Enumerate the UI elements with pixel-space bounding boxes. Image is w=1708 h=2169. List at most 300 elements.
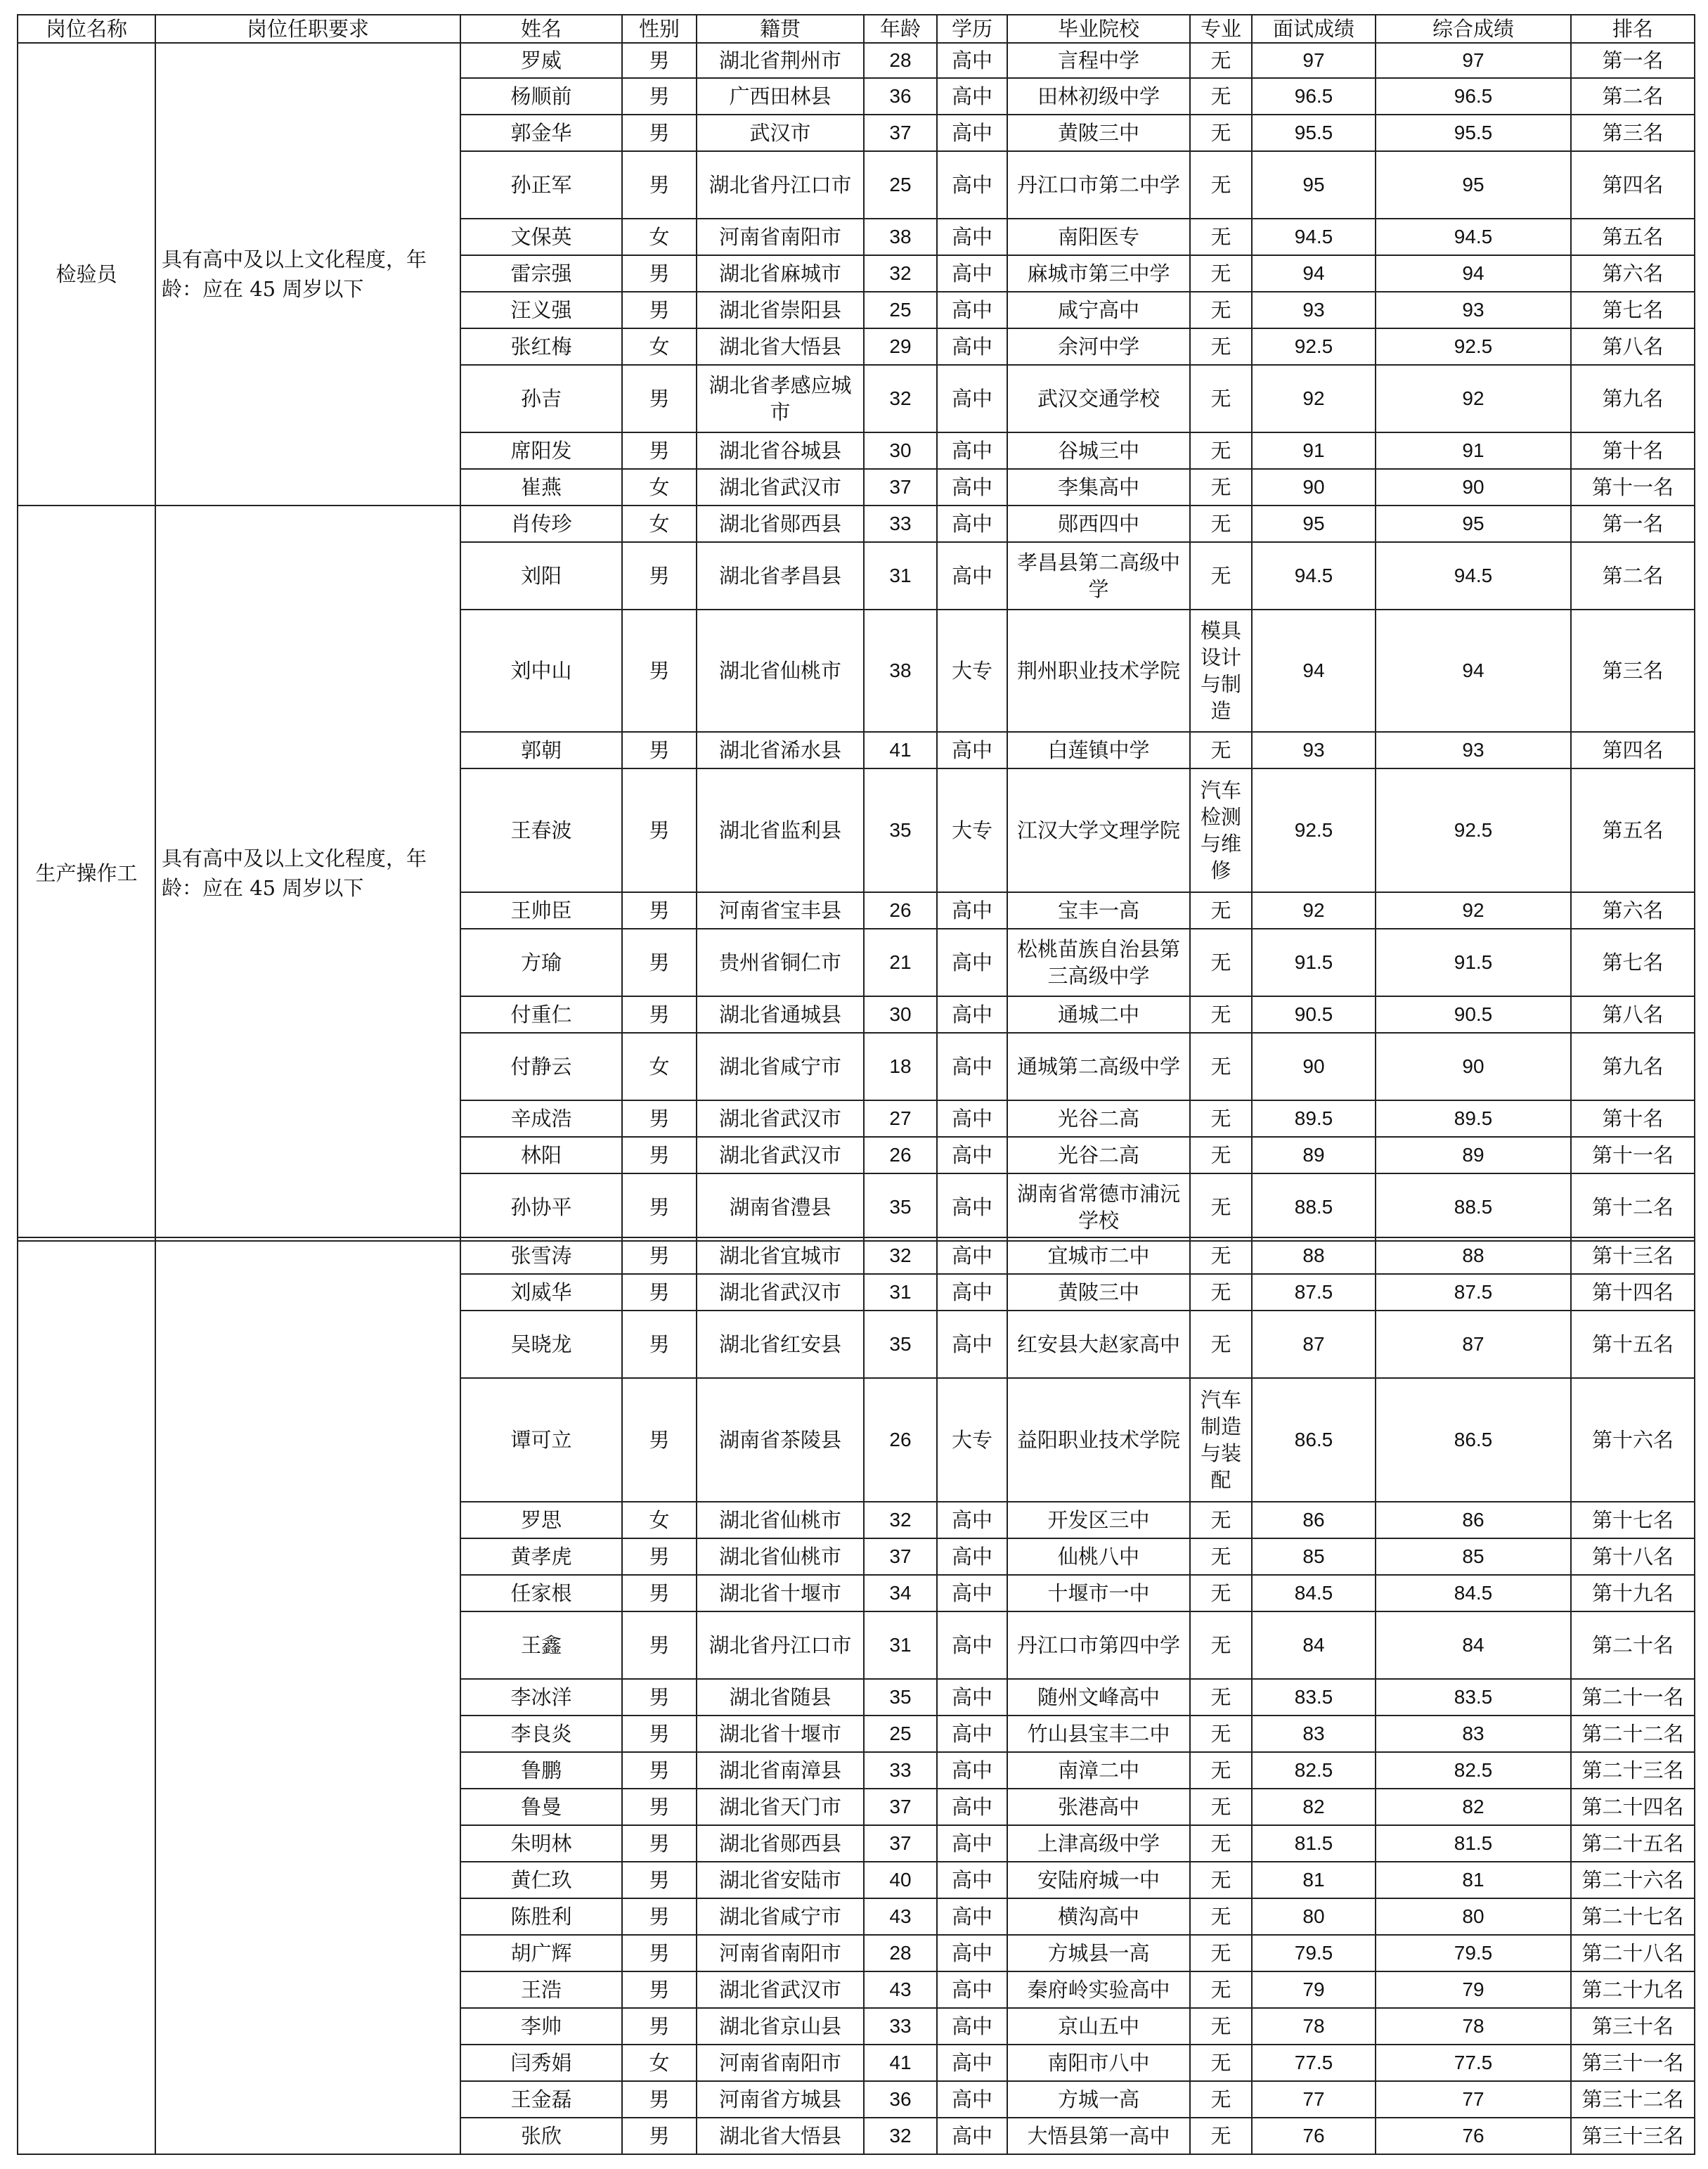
origin-cell: 湖北省监利县 <box>697 768 864 892</box>
name-cell: 辛成浩 <box>460 1100 622 1137</box>
name-cell: 任家根 <box>460 1575 622 1611</box>
name-cell: 张雪涛 <box>460 1237 622 1274</box>
age-cell: 29 <box>864 328 937 365</box>
school-cell: 益阳职业技术学院 <box>1007 1378 1190 1502</box>
interview-cell: 90 <box>1252 1033 1376 1100</box>
total-cell: 97 <box>1376 43 1571 78</box>
gender-cell: 男 <box>622 1971 697 2008</box>
origin-cell: 湖北省武汉市 <box>697 469 864 506</box>
rank-cell: 第三十二名 <box>1571 2081 1695 2118</box>
age-cell: 28 <box>864 1935 937 1971</box>
gender-cell: 男 <box>622 1611 697 1679</box>
total-cell: 92 <box>1376 892 1571 929</box>
interview-cell: 88 <box>1252 1237 1376 1274</box>
edu-cell: 高中 <box>937 732 1007 768</box>
edu-cell: 高中 <box>937 1502 1007 1538</box>
edu-cell: 高中 <box>937 1716 1007 1752</box>
edu-cell: 高中 <box>937 2118 1007 2154</box>
major-cell: 无 <box>1190 732 1252 768</box>
age-cell: 25 <box>864 1716 937 1752</box>
major-cell: 无 <box>1190 1502 1252 1538</box>
name-cell: 肖传珍 <box>460 506 622 542</box>
age-cell: 33 <box>864 2008 937 2045</box>
major-cell: 无 <box>1190 1752 1252 1789</box>
total-cell: 88 <box>1376 1237 1571 1274</box>
header-cell: 学历 <box>937 15 1007 43</box>
interview-cell: 85 <box>1252 1538 1376 1575</box>
age-cell: 37 <box>864 469 937 506</box>
origin-cell: 湖北省武汉市 <box>697 1100 864 1137</box>
name-cell: 付静云 <box>460 1033 622 1100</box>
rank-cell: 第十二名 <box>1571 1173 1695 1241</box>
name-cell: 李帅 <box>460 2008 622 2045</box>
rank-cell: 第十一名 <box>1571 469 1695 506</box>
major-cell: 无 <box>1190 432 1252 469</box>
rank-cell: 第十九名 <box>1571 1575 1695 1611</box>
total-cell: 87 <box>1376 1311 1571 1378</box>
edu-cell: 高中 <box>937 1971 1007 2008</box>
age-cell: 35 <box>864 1173 937 1241</box>
rank-cell: 第六名 <box>1571 255 1695 292</box>
name-cell: 朱明林 <box>460 1825 622 1862</box>
school-cell: 荆州职业技术学院 <box>1007 610 1190 732</box>
edu-cell: 高中 <box>937 328 1007 365</box>
edu-cell: 高中 <box>937 43 1007 78</box>
rank-cell: 第二十四名 <box>1571 1789 1695 1825</box>
age-cell: 18 <box>864 1033 937 1100</box>
origin-cell: 湖北省天门市 <box>697 1789 864 1825</box>
age-cell: 38 <box>864 219 937 255</box>
gender-cell: 男 <box>622 892 697 929</box>
interview-cell: 81.5 <box>1252 1825 1376 1862</box>
rank-cell: 第二名 <box>1571 542 1695 610</box>
total-cell: 93 <box>1376 292 1571 328</box>
interview-cell: 94 <box>1252 610 1376 732</box>
school-cell: 黄陂三中 <box>1007 115 1190 151</box>
origin-cell: 湖北省谷城县 <box>697 432 864 469</box>
edu-cell: 高中 <box>937 996 1007 1033</box>
major-cell: 无 <box>1190 2118 1252 2154</box>
school-cell: 白莲镇中学 <box>1007 732 1190 768</box>
edu-cell: 高中 <box>937 151 1007 219</box>
position-name-cell <box>18 1237 155 2154</box>
origin-cell: 湖北省随县 <box>697 1679 864 1716</box>
origin-cell: 湖北省咸宁市 <box>697 1898 864 1935</box>
edu-cell: 高中 <box>937 1935 1007 1971</box>
age-cell: 32 <box>864 255 937 292</box>
school-cell: 横沟高中 <box>1007 1898 1190 1935</box>
school-cell: 张港高中 <box>1007 1789 1190 1825</box>
origin-cell: 湖北省丹江口市 <box>697 151 864 219</box>
name-cell: 刘威华 <box>460 1274 622 1311</box>
major-cell: 无 <box>1190 1274 1252 1311</box>
major-cell: 无 <box>1190 292 1252 328</box>
major-cell: 无 <box>1190 1611 1252 1679</box>
name-cell: 王春波 <box>460 768 622 892</box>
school-cell: 十堰市一中 <box>1007 1575 1190 1611</box>
interview-cell: 83.5 <box>1252 1679 1376 1716</box>
rank-cell: 第三名 <box>1571 115 1695 151</box>
name-cell: 孙正军 <box>460 151 622 219</box>
age-cell: 26 <box>864 1137 937 1173</box>
rank-cell: 第十一名 <box>1571 1137 1695 1173</box>
name-cell: 李良炎 <box>460 1716 622 1752</box>
origin-cell: 广西田林县 <box>697 78 864 115</box>
name-cell: 鲁曼 <box>460 1789 622 1825</box>
table-row <box>18 506 1695 542</box>
age-cell: 41 <box>864 732 937 768</box>
age-cell: 37 <box>864 1789 937 1825</box>
major-cell: 无 <box>1190 1971 1252 2008</box>
total-cell: 84.5 <box>1376 1575 1571 1611</box>
position-name-cell: 生产操作工 <box>18 506 155 1241</box>
total-cell: 79 <box>1376 1971 1571 2008</box>
rank-cell: 第二十九名 <box>1571 1971 1695 2008</box>
rank-cell: 第二十二名 <box>1571 1716 1695 1752</box>
rank-cell: 第九名 <box>1571 365 1695 432</box>
edu-cell: 高中 <box>937 892 1007 929</box>
rank-cell: 第四名 <box>1571 151 1695 219</box>
major-cell: 无 <box>1190 929 1252 996</box>
gender-cell: 女 <box>622 1502 697 1538</box>
gender-cell: 男 <box>622 1898 697 1935</box>
interview-cell: 92 <box>1252 365 1376 432</box>
age-cell: 38 <box>864 610 937 732</box>
school-cell: 田林初级中学 <box>1007 78 1190 115</box>
origin-cell: 湖北省仙桃市 <box>697 610 864 732</box>
origin-cell: 湖南省澧县 <box>697 1173 864 1241</box>
total-cell: 83 <box>1376 1716 1571 1752</box>
gender-cell: 男 <box>622 929 697 996</box>
age-cell: 32 <box>864 1237 937 1274</box>
major-cell: 无 <box>1190 1825 1252 1862</box>
origin-cell: 湖北省武汉市 <box>697 1971 864 2008</box>
total-cell: 77 <box>1376 2081 1571 2118</box>
origin-cell: 湖北省浠水县 <box>697 732 864 768</box>
name-cell: 雷宗强 <box>460 255 622 292</box>
interview-cell: 84.5 <box>1252 1575 1376 1611</box>
total-cell: 91 <box>1376 432 1571 469</box>
total-cell: 79.5 <box>1376 1935 1571 1971</box>
origin-cell: 河南省方城县 <box>697 2081 864 2118</box>
gender-cell: 男 <box>622 1789 697 1825</box>
gender-cell: 男 <box>622 610 697 732</box>
origin-cell: 湖北省仙桃市 <box>697 1538 864 1575</box>
header-cell: 专业 <box>1190 15 1252 43</box>
edu-cell: 大专 <box>937 1378 1007 1502</box>
origin-cell: 湖北省红安县 <box>697 1311 864 1378</box>
school-cell: 湖南省常德市浦沅学校 <box>1007 1173 1190 1241</box>
school-cell: 仙桃八中 <box>1007 1538 1190 1575</box>
edu-cell: 高中 <box>937 506 1007 542</box>
major-cell: 无 <box>1190 43 1252 78</box>
age-cell: 41 <box>864 2045 937 2081</box>
edu-cell: 高中 <box>937 1789 1007 1825</box>
total-cell: 89.5 <box>1376 1100 1571 1137</box>
major-cell: 模具设计与制造 <box>1190 610 1252 732</box>
header-cell: 性别 <box>622 15 697 43</box>
rank-cell: 第二十六名 <box>1571 1862 1695 1898</box>
gender-cell: 男 <box>622 1862 697 1898</box>
total-cell: 84 <box>1376 1611 1571 1679</box>
interview-cell: 92.5 <box>1252 328 1376 365</box>
major-cell: 无 <box>1190 1237 1252 1274</box>
total-cell: 94.5 <box>1376 542 1571 610</box>
major-cell: 无 <box>1190 1538 1252 1575</box>
header-cell: 面试成绩 <box>1252 15 1376 43</box>
interview-cell: 89.5 <box>1252 1100 1376 1137</box>
edu-cell: 高中 <box>937 1274 1007 1311</box>
header-cell: 姓名 <box>460 15 622 43</box>
edu-cell: 高中 <box>937 1611 1007 1679</box>
major-cell: 无 <box>1190 78 1252 115</box>
name-cell: 孙协平 <box>460 1173 622 1241</box>
major-cell: 无 <box>1190 1898 1252 1935</box>
edu-cell: 高中 <box>937 1862 1007 1898</box>
major-cell: 无 <box>1190 469 1252 506</box>
gender-cell: 男 <box>622 1538 697 1575</box>
rank-cell: 第二十五名 <box>1571 1825 1695 1862</box>
rank-cell: 第五名 <box>1571 219 1695 255</box>
gender-cell: 男 <box>622 151 697 219</box>
name-cell: 刘阳 <box>460 542 622 610</box>
interview-cell: 95 <box>1252 506 1376 542</box>
interview-cell: 90 <box>1252 469 1376 506</box>
name-cell: 付重仁 <box>460 996 622 1033</box>
total-cell: 86.5 <box>1376 1378 1571 1502</box>
age-cell: 28 <box>864 43 937 78</box>
edu-cell: 高中 <box>937 1100 1007 1137</box>
school-cell: 江汉大学文理学院 <box>1007 768 1190 892</box>
total-cell: 95.5 <box>1376 115 1571 151</box>
position-requirement-cell: 具有高中及以上文化程度，年龄：应在 45 周岁以下 <box>155 43 460 506</box>
interview-cell: 94 <box>1252 255 1376 292</box>
edu-cell: 高中 <box>937 1752 1007 1789</box>
gender-cell: 男 <box>622 1378 697 1502</box>
gender-cell: 男 <box>622 2008 697 2045</box>
name-cell: 王鑫 <box>460 1611 622 1679</box>
origin-cell: 湖北省大悟县 <box>697 328 864 365</box>
origin-cell: 湖北省十堰市 <box>697 1716 864 1752</box>
interview-cell: 79.5 <box>1252 1935 1376 1971</box>
table-header <box>18 15 1695 43</box>
gender-cell: 男 <box>622 1237 697 1274</box>
gender-cell: 男 <box>622 432 697 469</box>
rank-cell: 第二十名 <box>1571 1611 1695 1679</box>
rank-cell: 第八名 <box>1571 996 1695 1033</box>
age-cell: 35 <box>864 1679 937 1716</box>
origin-cell: 湖北省武汉市 <box>697 1274 864 1311</box>
header-cell: 岗位任职要求 <box>155 15 460 43</box>
age-cell: 37 <box>864 1825 937 1862</box>
age-cell: 30 <box>864 432 937 469</box>
major-cell: 无 <box>1190 219 1252 255</box>
name-cell: 林阳 <box>460 1137 622 1173</box>
total-cell: 82 <box>1376 1789 1571 1825</box>
name-cell: 文保英 <box>460 219 622 255</box>
header-cell: 年龄 <box>864 15 937 43</box>
school-cell: 宝丰一高 <box>1007 892 1190 929</box>
interview-cell: 82 <box>1252 1789 1376 1825</box>
school-cell: 余河中学 <box>1007 328 1190 365</box>
total-cell: 94 <box>1376 610 1571 732</box>
age-cell: 31 <box>864 542 937 610</box>
origin-cell: 湖北省麻城市 <box>697 255 864 292</box>
rank-cell: 第十四名 <box>1571 1274 1695 1311</box>
edu-cell: 高中 <box>937 469 1007 506</box>
age-cell: 26 <box>864 892 937 929</box>
school-cell: 随州文峰高中 <box>1007 1679 1190 1716</box>
school-cell: 方城一高 <box>1007 2081 1190 2118</box>
rank-cell: 第二名 <box>1571 78 1695 115</box>
school-cell: 竹山县宝丰二中 <box>1007 1716 1190 1752</box>
origin-cell: 湖北省安陆市 <box>697 1862 864 1898</box>
school-cell: 黄陂三中 <box>1007 1274 1190 1311</box>
school-cell: 开发区三中 <box>1007 1502 1190 1538</box>
total-cell: 77.5 <box>1376 2045 1571 2081</box>
rank-cell: 第七名 <box>1571 929 1695 996</box>
interview-cell: 95.5 <box>1252 115 1376 151</box>
total-cell: 78 <box>1376 2008 1571 2045</box>
header-cell: 综合成绩 <box>1376 15 1571 43</box>
interview-cell: 84 <box>1252 1611 1376 1679</box>
rank-cell: 第十名 <box>1571 1100 1695 1137</box>
rank-cell: 第十六名 <box>1571 1378 1695 1502</box>
school-cell: 宜城市二中 <box>1007 1237 1190 1274</box>
school-cell: 光谷二高 <box>1007 1137 1190 1173</box>
edu-cell: 高中 <box>937 255 1007 292</box>
edu-cell: 高中 <box>937 1679 1007 1716</box>
origin-cell: 湖北省通城县 <box>697 996 864 1033</box>
origin-cell: 湖北省丹江口市 <box>697 1611 864 1679</box>
origin-cell: 河南省南阳市 <box>697 2045 864 2081</box>
gender-cell: 男 <box>622 292 697 328</box>
name-cell: 王帅臣 <box>460 892 622 929</box>
age-cell: 43 <box>864 1971 937 2008</box>
major-cell: 无 <box>1190 996 1252 1033</box>
interview-cell: 91.5 <box>1252 929 1376 996</box>
name-cell: 方瑜 <box>460 929 622 996</box>
name-cell: 席阳发 <box>460 432 622 469</box>
major-cell: 无 <box>1190 1311 1252 1378</box>
major-cell: 无 <box>1190 2045 1252 2081</box>
rank-cell: 第七名 <box>1571 292 1695 328</box>
major-cell: 无 <box>1190 2081 1252 2118</box>
gender-cell: 女 <box>622 2045 697 2081</box>
edu-cell: 高中 <box>937 115 1007 151</box>
rank-cell: 第六名 <box>1571 892 1695 929</box>
rank-cell: 第二十三名 <box>1571 1752 1695 1789</box>
edu-cell: 高中 <box>937 219 1007 255</box>
name-cell: 王浩 <box>460 1971 622 2008</box>
gender-cell: 男 <box>622 2118 697 2154</box>
age-cell: 32 <box>864 1502 937 1538</box>
name-cell: 郭金华 <box>460 115 622 151</box>
name-cell: 张红梅 <box>460 328 622 365</box>
origin-cell: 湖北省咸宁市 <box>697 1033 864 1100</box>
school-cell: 通城二中 <box>1007 996 1190 1033</box>
age-cell: 32 <box>864 2118 937 2154</box>
edu-cell: 大专 <box>937 768 1007 892</box>
gender-cell: 男 <box>622 2081 697 2118</box>
position-name-cell: 检验员 <box>18 43 155 506</box>
major-cell: 无 <box>1190 365 1252 432</box>
edu-cell: 高中 <box>937 2045 1007 2081</box>
origin-cell: 湖北省孝昌县 <box>697 542 864 610</box>
gender-cell: 男 <box>622 1716 697 1752</box>
origin-cell: 湖北省十堰市 <box>697 1575 864 1611</box>
rank-cell: 第一名 <box>1571 43 1695 78</box>
total-cell: 85 <box>1376 1538 1571 1575</box>
school-cell: 丹江口市第二中学 <box>1007 151 1190 219</box>
gender-cell: 男 <box>622 255 697 292</box>
gender-cell: 男 <box>622 43 697 78</box>
total-cell: 93 <box>1376 732 1571 768</box>
interview-cell: 89 <box>1252 1137 1376 1173</box>
total-cell: 90.5 <box>1376 996 1571 1033</box>
rank-cell: 第十三名 <box>1571 1237 1695 1274</box>
gender-cell: 男 <box>622 1137 697 1173</box>
age-cell: 25 <box>864 292 937 328</box>
name-cell: 胡广辉 <box>460 1935 622 1971</box>
major-cell: 无 <box>1190 1679 1252 1716</box>
age-cell: 36 <box>864 2081 937 2118</box>
major-cell: 无 <box>1190 255 1252 292</box>
edu-cell: 高中 <box>937 1237 1007 1274</box>
school-cell: 麻城市第三中学 <box>1007 255 1190 292</box>
school-cell: 南阳医专 <box>1007 219 1190 255</box>
rank-cell: 第二十七名 <box>1571 1898 1695 1935</box>
school-cell: 通城第二高级中学 <box>1007 1033 1190 1100</box>
gender-cell: 女 <box>622 219 697 255</box>
major-cell: 无 <box>1190 1716 1252 1752</box>
edu-cell: 高中 <box>937 432 1007 469</box>
position-requirement-cell: 具有高中及以上文化程度，年龄：应在 45 周岁以下 <box>155 506 460 1241</box>
school-cell: 京山五中 <box>1007 2008 1190 2045</box>
total-cell: 92.5 <box>1376 768 1571 892</box>
total-cell: 88.5 <box>1376 1173 1571 1241</box>
interview-cell: 87.5 <box>1252 1274 1376 1311</box>
interview-cell: 78 <box>1252 2008 1376 2045</box>
total-cell: 92 <box>1376 365 1571 432</box>
gender-cell: 女 <box>622 328 697 365</box>
gender-cell: 男 <box>622 115 697 151</box>
school-cell: 上津高级中学 <box>1007 1825 1190 1862</box>
age-cell: 26 <box>864 1378 937 1502</box>
edu-cell: 大专 <box>937 610 1007 732</box>
age-cell: 40 <box>864 1862 937 1898</box>
school-cell: 红安县大赵家高中 <box>1007 1311 1190 1378</box>
major-cell: 无 <box>1190 1935 1252 1971</box>
major-cell: 无 <box>1190 1033 1252 1100</box>
age-cell: 27 <box>864 1100 937 1137</box>
name-cell: 黄仁玖 <box>460 1862 622 1898</box>
age-cell: 25 <box>864 151 937 219</box>
rank-cell: 第十七名 <box>1571 1502 1695 1538</box>
interview-cell: 77 <box>1252 2081 1376 2118</box>
school-cell: 丹江口市第四中学 <box>1007 1611 1190 1679</box>
origin-cell: 湖北省宜城市 <box>697 1237 864 1274</box>
gender-cell: 男 <box>622 1100 697 1137</box>
major-cell: 汽车制造与装配 <box>1190 1378 1252 1502</box>
origin-cell: 湖南省茶陵县 <box>697 1378 864 1502</box>
total-cell: 81 <box>1376 1862 1571 1898</box>
total-cell: 95 <box>1376 151 1571 219</box>
edu-cell: 高中 <box>937 1825 1007 1862</box>
edu-cell: 高中 <box>937 1311 1007 1378</box>
name-cell: 闫秀娟 <box>460 2045 622 2081</box>
origin-cell: 湖北省崇阳县 <box>697 292 864 328</box>
